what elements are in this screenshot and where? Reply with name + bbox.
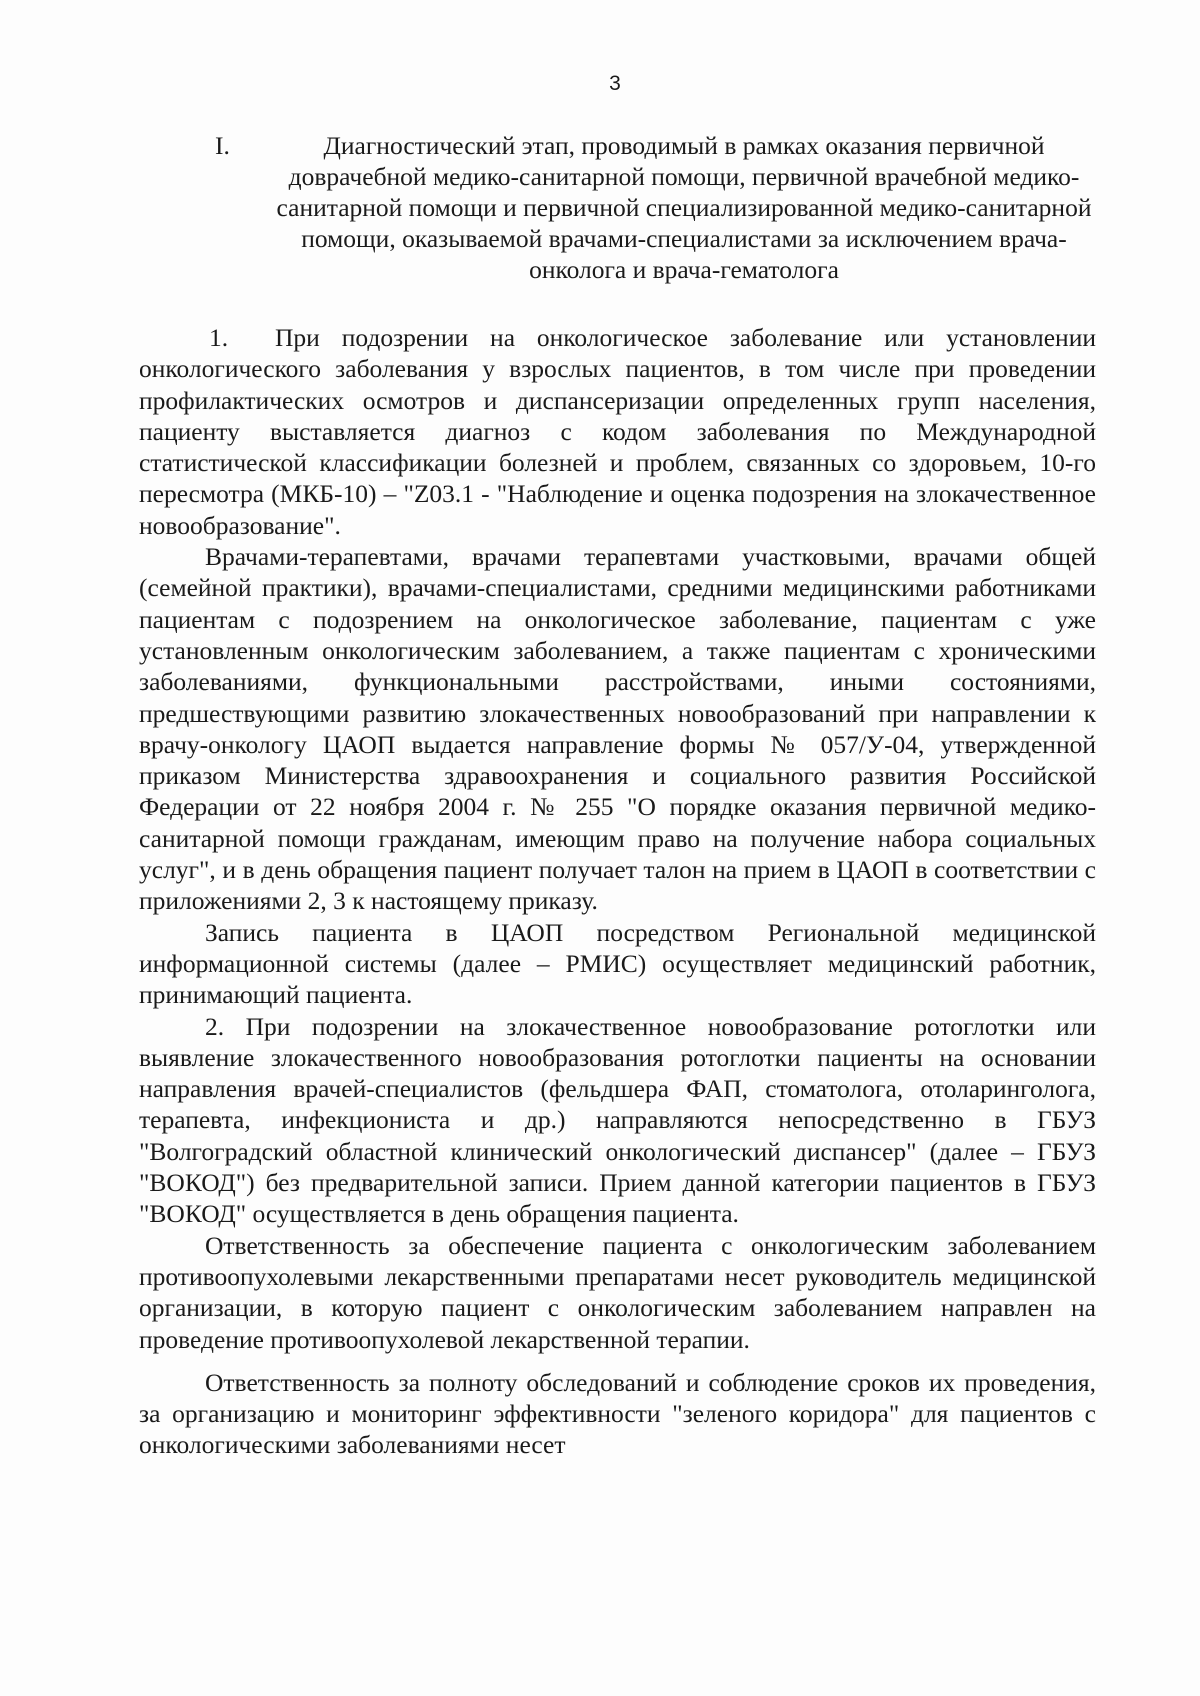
section-title: Диагностический этап, проводимый в рамках оказания первичной доврачебной медико-санитарной помощи, первичной врачебной медико-санитарной помощи и первичной специализированной медико-санитарной помощи, оказываемой врачами-специалистами за исключением врача-онколога и врача-гематолога bbox=[276, 131, 1092, 284]
paragraph-2: Врачами-терапевтами, врачами терапевтами участковыми, врачами общей (семейной практики), врачами-специалистами, средними медицинскими работниками пациентам с подозрением на онкологическое заболевание, пациентам с уже установленным онкологическим заболеванием, а также пациентам с хроническими заболеваниями, функциональными расстройствами, иными состояниями, предшествующими развитию злокачественных новообразований при направлении к врачу-онкологу ЦАОП выдается направление формы № 057/У-04, утвержденной приказом Министерства здравоохранения и социального развития Российской Федерации от 22 ноября 2004 г. № 255 "О порядке оказания первичной медико-санитарной помощи гражданам, имеющим право на получение набора социальных услуг", и в день обращения пациент получает талон на прием в ЦАОП в соответствии с приложениями 2, 3 к настоящему приказу. bbox=[139, 542, 1096, 916]
section-heading bbox=[215, 130, 1095, 285]
paragraph-number: 1. bbox=[209, 323, 229, 352]
paragraph-5: Ответственность за обеспечение пациента с онкологическим заболеванием противоопухолевыми лекарственными препаратами несет руководитель медицинской организации, в которую пациент с онкологическим заболеванием направлен на проведение противоопухолевой лекарственной терапии. bbox=[139, 1230, 1096, 1354]
paragraph-text: При подозрении на онкологическое заболевание или установлении онкологического заболевания у взрослых пациентов, в том числе при проведении профилактических осмотров и диспансеризации определенных групп населения, пациенту выставляется диагноз с кодом заболевания по Международной статистической классификации болезней и проблем, связанных со здоровьем, 10-го пересмотра (МКБ-10) – "Z03.1 - "Наблюдение и оценка подозрения на злокачественное новообразование". bbox=[139, 323, 1096, 540]
paragraph-3: Запись пациента в ЦАОП посредством Региональной медицинской информационной системы (далее – РМИС) осуществляет медицинский работник, принимающий пациента. bbox=[139, 917, 1096, 1010]
section-number: I. bbox=[215, 131, 230, 160]
document-body bbox=[139, 322, 1096, 1461]
paragraph-1 bbox=[139, 322, 1096, 541]
paragraph-6: Ответственность за полноту обследований и соблюдение сроков их проведения, за организацию и мониторинг эффективности "зеленого коридора" для пациентов с онкологическими заболеваниями несет bbox=[139, 1367, 1096, 1460]
paragraph-4: 2. При подозрении на злокачественное новообразование ротоглотки или выявление злокачественного новообразования ротоглотки пациенты на основании направления врачей-специалистов (фельдшера ФАП, стоматолога, отоларинголога, терапевта, инфекциониста и др.) направляются непосредственно в ГБУЗ "Волгоградский областной клинический онкологический диспансер" (далее – ГБУЗ "ВОКОД") без предварительной записи. Прием данной категории пациентов в ГБУЗ "ВОКОД" осуществляется в день обращения пациента. bbox=[139, 1011, 1096, 1229]
page-number: 3 bbox=[609, 72, 621, 95]
